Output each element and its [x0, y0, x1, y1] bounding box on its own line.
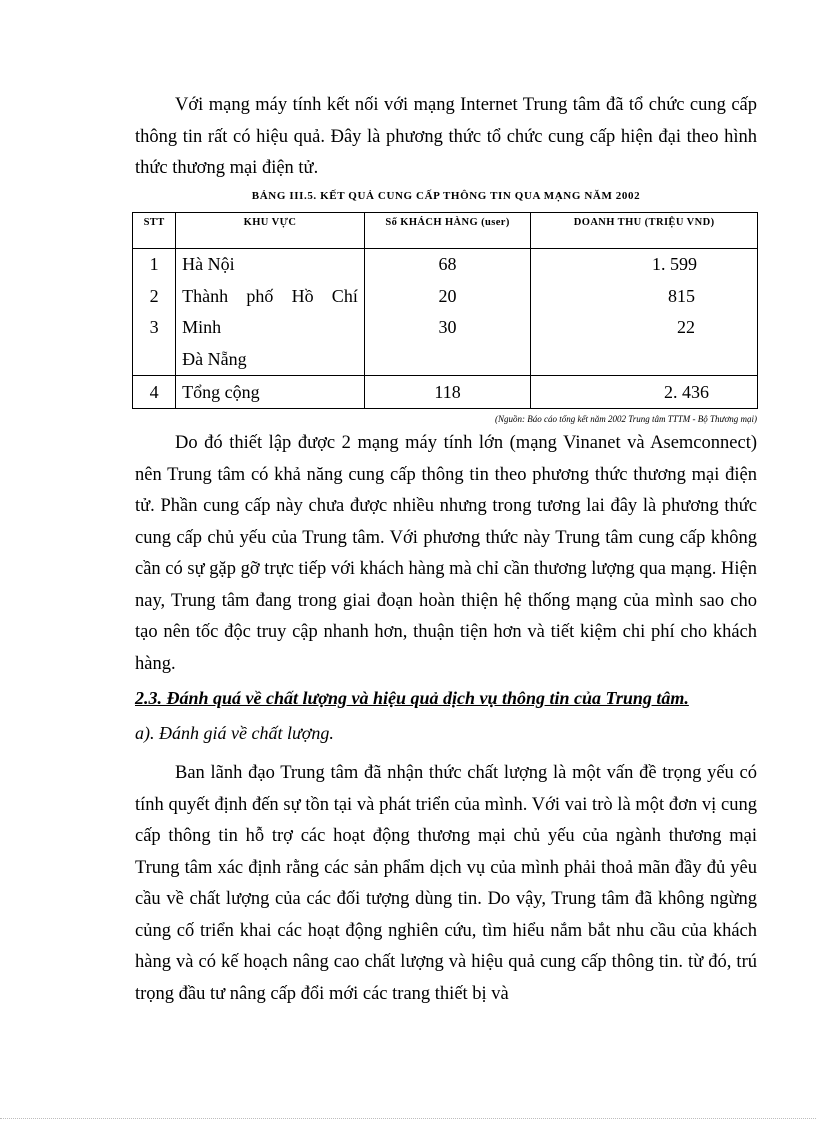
total-label: Tổng cộng — [176, 376, 365, 409]
customers-cell: 20 — [438, 285, 457, 306]
customers-cell — [365, 344, 530, 376]
stt-cell: 3 — [149, 317, 159, 337]
table-header-row — [133, 213, 758, 249]
stt-column — [133, 249, 176, 376]
customers-column — [364, 249, 530, 376]
header-revenue: DOANH THU (TRIỆU VND) — [531, 213, 758, 249]
customers-cell: 30 — [438, 317, 457, 337]
header-area: KHU VỰC — [176, 213, 365, 249]
total-customers: 118 — [364, 376, 530, 409]
paragraph-intro-text: Với mạng máy tính kết nối với mạng Internet Trung tâm đã tổ chức cung cấp thông tin rất có hiệu quả. Đây là phương thức tổ chức cung cấp hiện đại theo hình thức thương mại điện tử. — [135, 95, 757, 178]
revenue-cell: 1. 599 — [652, 254, 697, 274]
revenue-column — [531, 249, 758, 376]
stt-cell — [133, 344, 175, 376]
page-bottom-divider — [0, 1118, 816, 1119]
stt-cell: 1 — [149, 254, 159, 274]
revenue-cell: 22 — [677, 317, 695, 337]
total-revenue: 2. 436 — [531, 376, 758, 409]
results-table — [132, 212, 758, 409]
paragraph-network-text: Do đó thiết lập được 2 mạng máy tính lớn (mạng Vinanet và Asemconnect) nên Trung tâm có khả năng cung cấp thông tin theo phương thức thương mại điện tử. Phần cung cấp này chưa được nhiều nhưng trong tương lai đây là phương thức cung cấp chủ yếu của Trung tâm. Với phương thức này Trung tâm cung cấp không cần có sự gặp gỡ trực tiếp với khách hàng mà chỉ cần thương lượng qua mạng. Hiện nay, Trung tâm đang trong giai đoạn hoàn thiện hệ thống mạng của mình sao cho tạo nên tốc độc truy cập nhanh hơn, thuận tiện hơn và tiết kiệm chi phí cho khách hàng. — [135, 433, 757, 674]
area-cell: Hà Nội — [182, 254, 235, 274]
revenue-cell — [531, 344, 757, 376]
table-row — [133, 249, 758, 376]
customers-cell: 68 — [438, 254, 457, 274]
table-total-row — [133, 376, 758, 409]
area-cell: Đà Nẵng — [182, 348, 247, 369]
header-stt: STT — [133, 213, 176, 249]
area-column — [176, 249, 365, 376]
paragraph-intro — [135, 90, 757, 185]
subheading: a). Đánh giá về chất lượng. — [135, 723, 334, 743]
area-cell: Minh — [182, 317, 222, 337]
table-caption: BẢNG III.5. KẾT QUẢ CUNG CẤP THÔNG TIN QUA MẠNG NĂM 2002 — [251, 190, 641, 202]
paragraph-quality — [135, 758, 757, 1010]
stt-cell: 2 — [149, 285, 159, 306]
section-heading: 2.3. Đánh quá về chất lượng và hiệu quả dịch vụ thông tin của Trung tâm. — [135, 688, 689, 708]
area-cell: Thành phố Hồ Chí — [182, 285, 358, 306]
header-customers: Số KHÁCH HÀNG (user) — [364, 213, 530, 249]
source-note: (Nguồn: Báo cáo tổng kết năm 2002 Trung tâm TTTM - Bộ Thương mại) — [495, 414, 757, 424]
paragraph-network — [135, 428, 757, 680]
revenue-cell: 815 — [668, 285, 695, 306]
paragraph-quality-text: Ban lãnh đạo Trung tâm đã nhận thức chất lượng là một vấn đề trọng yếu có tính quyết định đến sự tồn tại và phát triển của mình. Với vai trò là một đơn vị cung cấp thông tin hỗ trợ các hoạt động thương mại chủ yếu của ngành thương mại Trung tâm xác định rằng các sản phẩm dịch vụ của mình phải thoả mãn đầy đủ yêu cầu về chất lượng của các đối tượng dùng tin. Do vậy, Trung tâm đã không ngừng củng cố triển khai các hoạt động nghiên cứu, tìm hiểu nắm bắt nhu cầu của khách hàng và có kế hoạch nâng cao chất lượng và hiệu quả cung cấp thông tin. từ đó, trú trọng đầu tư nâng cấp đổi mới các trang thiết bị và — [135, 763, 757, 1004]
total-stt: 4 — [133, 376, 176, 409]
